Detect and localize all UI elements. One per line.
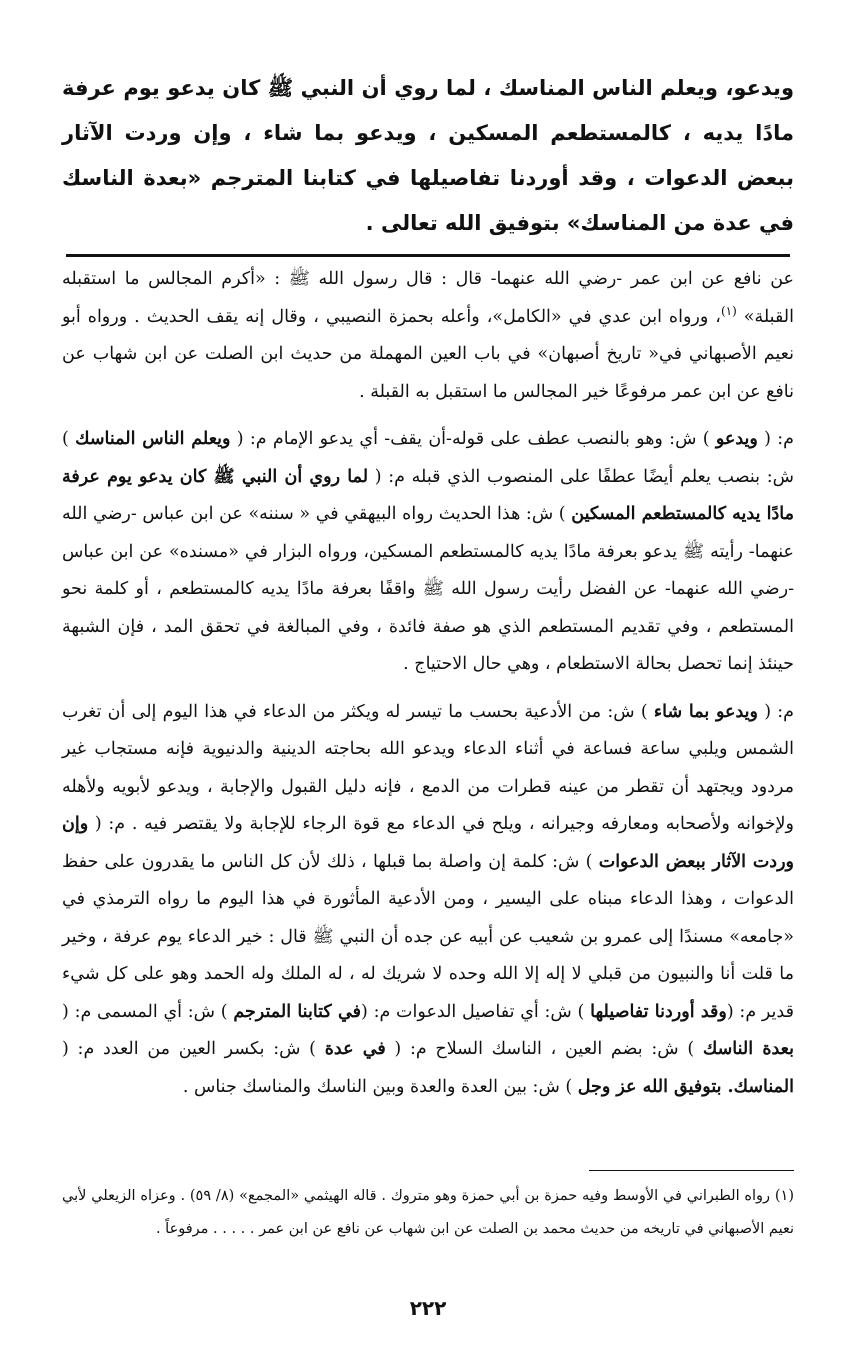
commentary-text: ) ش: بنصب يعلم أيضًا عطفًا على المنصوب الذي قبله م: ( (62, 429, 794, 487)
quoted-matn: في كتابنا المترجم (233, 1001, 361, 1022)
commentary-text: ) ش: وهو بالنصب عطف على قوله-أن يقف- أي يدعو الإمام م: ( (230, 429, 716, 449)
commentary-text: ) ش: هذا الحديث رواه البيهقي في « سننه» عن ابن عباس -رضي الله عنهما- رأيته ﷺ يدعو بعرفة مادًا يديه كالمستطعم المسكين، ورواه البزار في «مسنده» عن ابن عباس -رضي الله عنهما- عن الفضل رأيت رسول الله ﷺ واقفًا بعرفة مادًا يديه كالمستطعم ، أو كلمة نحو المستطعم ، وفي تقديم المستطعم الذي هو صفة فائدة ، وفي المبالغة في تحقق المد ، فإن الشبهة حينئذ إنما تحصل بحالة الاستطعام ، وهي حال الاحتياج . (62, 504, 794, 674)
footnote-reference[interactable]: (١) (720, 303, 737, 318)
main-text-divider (66, 254, 790, 257)
quoted-matn: لما روي أن النبي ﷺ كان يدعو يوم عرفة مادًا يديه كالمستطعم المسكين (62, 466, 794, 524)
quoted-matn: وإن وردت الآثار ببعض الدعوات (62, 814, 794, 872)
main-text: ويدعو، ويعلم الناس المناسك ، لما روي أن النبي ﷺ كان يدعو يوم عرفة مادًا يديه ، كالمستطعم المسكين ، ويدعو بما شاء ، وإن وردت الآثار ببعض الدعوات ، وقد أوردنا تفاصيلها في كتابنا المترجم «بعدة الناسك في عدة من المناسك» بتوفيق الله تعالى . (62, 76, 794, 235)
commentary-text: م: ( (757, 701, 795, 722)
commentary-paragraph-1 (62, 261, 794, 411)
quoted-matn: وقد أوردنا تفاصيلها (590, 1001, 727, 1022)
quoted-matn: في عدة (324, 1039, 386, 1059)
quoted-matn: المناسك. بتوفيق الله عز وجل (577, 1076, 794, 1097)
quoted-matn: ويدعو بما شاء (653, 701, 758, 722)
page-number: ٢٢٢ (409, 1296, 447, 1320)
footnote-divider (589, 1170, 794, 1171)
commentary-text: م: ( (757, 429, 794, 449)
quoted-matn: بعدة الناسك (702, 1039, 794, 1059)
commentary-text: ، ورواه ابن عدي في «الكامل»، وأعله بحمزة النصيبي ، وقال إنه يقف الحديث . ورواه أبو نعيم الأصبهاني في« تاريخ أصبهان» في باب العين المهملة من حديث ابن الصلت عن ابن شهاب عن نافع عن ابن عمر مرفوعًا خير المجالس ما استقبل به القبلة . (62, 306, 794, 402)
quoted-matn: ويدعو (715, 429, 758, 449)
commentary-text: ) ش: بضم العين ، الناسك السلاح م: ( (385, 1039, 703, 1059)
commentary-text: ) ش: أي المسمى م: ( (62, 1001, 234, 1022)
commentary-text: ) ش: أي تفاصيل الدعوات م: ( (361, 1001, 591, 1022)
commentary-text: ) ش: كلمة إن واصلة بما قبلها ، ذلك لأن كل الناس ما يقدرون على حفظ الدعوات ، وهذا الدعاء مبناه على اليسير ، ومن الأدعية المأثورة في هذا اليوم ما رواه الترمذي في «جامعه» مسندًا إلى عمرو بن شعيب عن أبيه عن جده أن النبي ﷺ قال : خير الدعاء يوم عرفة ، وخير ما قلت أنا والنبيون من قبلي لا إله إلا الله وحده لا شريك له ، له الملك وله الحمد وهو على كل شيء قدير م: ( (62, 851, 794, 1022)
quoted-matn: ويعلم الناس المناسك (75, 429, 231, 449)
commentary-paragraph-3 (62, 694, 794, 1107)
commentary-text: ) ش: بكسر العين من العدد م: ( (62, 1039, 325, 1059)
commentary-text: ) ش: من الأدعية بحسب ما تيسر له ويكثر من الدعاء في هذا اليوم إلى أن تغرب الشمس ويلبي ساعة فساعة في أثناء الدعاء ويدعو الله بحاجته الدينية والدنيوية فإنه مستجاب غير مردود ويجتهد أن تقطر من عينه قطرات من الدمع ، فإنه دليل القبول والإجابة ، ويدعو لأبويه ولأهله ولإخوانه ولأصحابه ومعارفه وجيرانه ، ويلح في الدعاء مع قوة الرجاء للإجابة ولا يقتصر فيه . م: ( (62, 701, 794, 834)
commentary-text: عن نافع عن ابن عمر -رضي الله عنهما- قال : قال رسول الله ﷺ : «أكرم المجالس ما استقبله القبلة» (62, 269, 795, 327)
commentary-text: ) ش: بين العدة والعدة وبين الناسك والمناسك جناس . (182, 1076, 578, 1097)
footnote: (١) رواه الطبراني في الأوسط وفيه حمزة بن أبي حمزة وهو متروك . قاله الهيثمي «المجمع» (٨/ ٥٩) . وعزاه الزيعلي لأبي نعيم الأصبهاني في تاريخه من حديث محمد بن الصلت عن ابن شهاب عن نافع عن ابن عمر . . . . . مرفوعاً . (62, 1188, 794, 1237)
commentary-paragraph-2 (62, 421, 794, 684)
